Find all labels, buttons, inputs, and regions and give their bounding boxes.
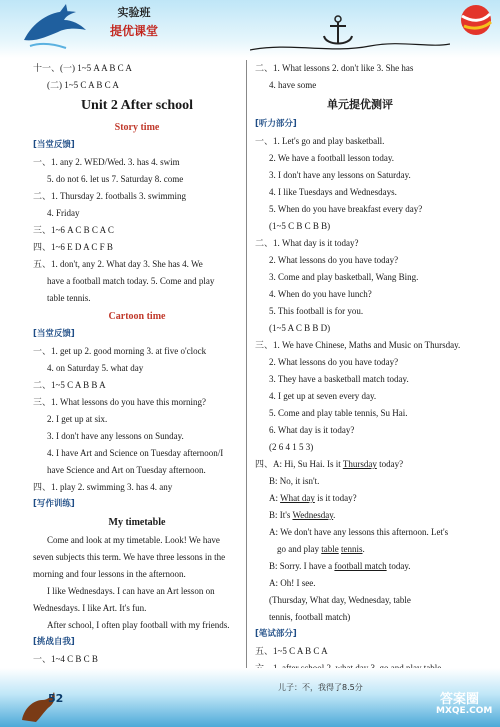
answer-line: 3. Come and play basketball, Wang Bing. [269,272,419,282]
writing-paragraph: I like Wednesdays. I can have an Art lesson on Wednesdays. I like Art. It's fun. [33,586,215,613]
dialogue-line: B: No, it isn't. [269,476,320,486]
unit-title: Unit 2 After school [80,98,194,113]
answer-line: table tennis. [47,293,91,303]
dialogue-text: today? [376,459,404,469]
section-tag: [当堂反馈] [33,329,75,339]
answer-line: 2. What lessons do you have today? [269,255,399,265]
answer-line: 三、1~6 A C B C A C [33,225,114,235]
page-number: 52 [48,692,64,705]
section-tag: [听力部分] [255,119,297,129]
dolphin-icon [20,2,90,50]
answer-line: 一、1. Let's go and play basketball. [255,136,385,146]
answer-line: (二) 1~5 C A B C A [47,80,119,90]
answer-line: 三、1. What lessons do you have this morning? [33,397,206,407]
answer-line: 二、1. What day is it today? [255,238,359,248]
section-tag: [挑战自我] [33,637,75,647]
answer-line: 4. When do you have lunch? [269,289,372,299]
answer-line: 5. do not 6. let us 7. Saturday 8. come [47,174,184,184]
answer-line: 四、1. play 2. swimming 3. has 4. any [33,482,173,492]
answer-line: 5. When do you have breakfast every day? [269,204,423,214]
brand-bottom-text: 提优课堂 [109,24,158,38]
answer-line: 5. This football is for you. [269,306,364,316]
answer-line: 4. on Saturday 5. what day [47,363,144,373]
answer-line: 五、1. don't, any 2. What day 3. She has 4. We [33,259,203,269]
section-tag: [写作训练] [33,499,75,509]
writing-paragraph: Come and look at my timetable. Look! We have seven subjects this term. We have three lessons in the morning and four lessons in the afternoon. [33,535,226,579]
answer-line: 4. I get up at seven every day. [269,391,377,401]
footer-joke: 儿子：不，我得了8.5分 [278,683,363,692]
page-footer [0,668,500,727]
answer-line: 2. What lessons do you have today? [269,357,399,367]
answer-line: 一、1. any 2. WED/Wed. 3. has 4. swim [33,157,180,167]
answer-line: have a football match today. 5. Come and play [47,276,215,286]
dialogue-text: is it today? [314,493,357,503]
dialogue-line [255,558,465,575]
section-title-story-time: Story time [114,122,160,133]
dialogue-line: A: We don't have any lessons this afternoon. Let's [269,527,449,537]
dialogue-text: go and play [277,544,322,554]
underlined-answer: football match [334,561,387,571]
answer-line: 4. Friday [47,208,80,218]
answer-line: (1~5 A C B B D) [269,323,331,333]
answer-line: have Science and Art on Tuesday afternoon. [47,465,206,475]
underlined-answer: Thursday [342,459,377,469]
watermark-url: MXQE.COM [436,706,493,716]
dialogue-text: today. [386,561,411,571]
answer-line: 4. I like Tuesdays and Wednesdays. [269,187,397,197]
answer-line: 3. I don't have any lessons on Sunday. [47,431,184,441]
answer-line: 4. have some [269,80,317,90]
dialogue-text: B: It's [269,510,293,520]
answer-line: 二、1. What lessons 2. don't like 3. She has [255,63,414,73]
underlined-answer: What day [280,493,315,503]
section-tag: [当堂反馈] [33,140,75,150]
brand-logo [88,4,180,44]
answer-line: 二、1~5 C A B B A [33,380,106,390]
column-divider [246,60,247,668]
page-header [0,0,500,58]
section-tag: [笔试部分] [255,629,297,639]
left-column [33,60,241,668]
answer-line: 3. I don't have any lessons on Saturday. [269,170,411,180]
dialogue-text: B: Sorry. I have a [269,561,335,571]
writing-paragraph: After school, I often play football with my friends. [47,620,230,630]
dialogue-line [255,490,465,507]
dialogue-line [255,507,465,524]
answer-line: (1~5 C B C B B) [269,221,331,231]
underlined-answer: tennis [341,544,363,554]
section-title-cartoon-time: Cartoon time [108,311,166,322]
answer-line: 一、1~4 C B C B [33,654,98,664]
answer-line: 一、1. get up 2. good morning 3. at five o'clock [33,346,207,356]
dialogue-line [255,541,465,558]
watermark: 答案圈 [440,692,480,707]
answer-line: 2. I get up at six. [47,414,108,424]
underlined-answer: table [321,544,339,554]
answer-line: 十一、(一) 1~5 A A B C A [33,63,132,73]
answer-line: tennis, football match) [269,612,351,622]
answer-line: 三、1. We have Chinese, Maths and Music on Thursday. [255,340,461,350]
answer-line: 2. We have a football lesson today. [269,153,394,163]
dialogue-text: 四、A: Hi, Su Hai. Is it [255,459,343,469]
answer-line: 二、1. Thursday 2. footballs 3. swimming [33,191,186,201]
underlined-answer: Wednesday [292,510,334,520]
dialogue-text: A: [269,493,281,503]
brand-top-text: 实验班 [117,6,151,19]
answer-line: 6. What day is it today? [269,425,355,435]
answer-line: (Thursday, What day, Wednesday, table [269,595,411,605]
unit-test-title: 单元提优测评 [327,98,393,111]
answer-line: 5. Come and play table tennis, Su Hai. [269,408,408,418]
dialogue-line [255,456,465,473]
answer-line: 4. I have Art and Science on Tuesday afternoon/I [47,448,224,458]
answer-line: 四、1~6 E D A C F B [33,242,113,252]
ball-icon [458,2,494,38]
right-column [255,60,465,677]
writing-title: My timetable [108,517,166,528]
anchor-icon [318,14,358,50]
answer-line: 五、1~5 C A B C A [255,646,328,656]
dialogue-text: . [362,544,365,554]
dialogue-line: A: Oh! I see. [269,578,316,588]
answer-line: 3. They have a basketball match today. [269,374,409,384]
dialogue-text: . [333,510,336,520]
answer-line: (2 6 4 1 5 3) [269,442,314,452]
